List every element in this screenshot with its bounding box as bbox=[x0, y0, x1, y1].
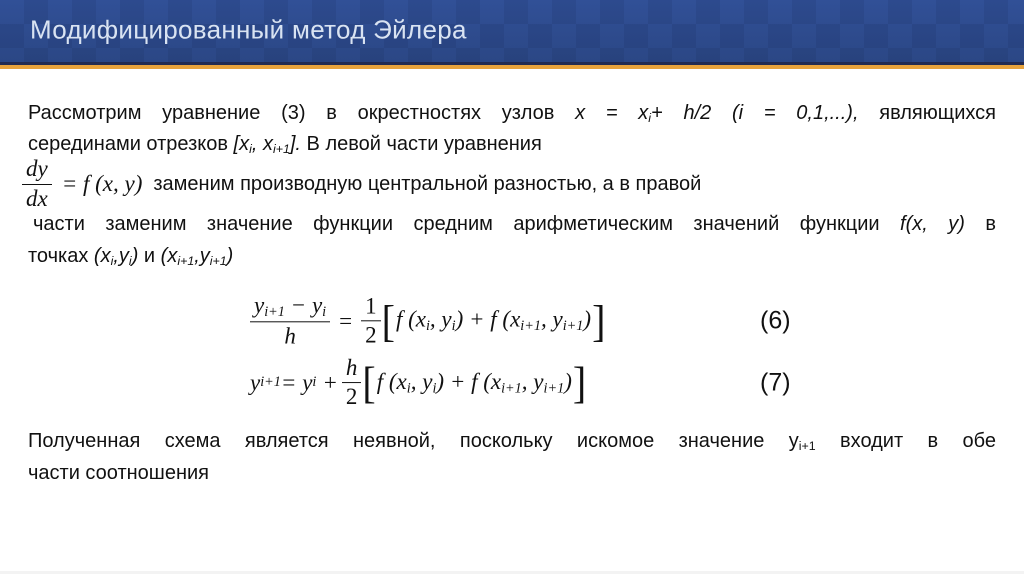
math-inline: + h/2 (i = 0,1,...), bbox=[651, 102, 859, 124]
subscript: i+1 bbox=[272, 142, 290, 157]
fraction bbox=[250, 292, 330, 349]
text-segment: В левой части уравнения bbox=[301, 133, 542, 155]
subscript: i bbox=[322, 303, 327, 320]
subscript: i bbox=[110, 254, 114, 269]
math-token: f (x bbox=[376, 368, 407, 394]
text-segment: заменим производную центральной разностью, а в правой bbox=[153, 172, 702, 195]
fraction-denominator: 2 bbox=[345, 384, 358, 410]
function-sum bbox=[377, 369, 572, 398]
subscript: i bbox=[425, 318, 430, 335]
fraction-numerator: dy bbox=[22, 156, 52, 184]
subscript: i+1 bbox=[209, 254, 227, 269]
fraction-denominator: h bbox=[284, 323, 296, 349]
fraction-numerator: 1 bbox=[361, 293, 381, 321]
subscript: i bbox=[406, 380, 411, 397]
math-token: , y bbox=[410, 368, 433, 394]
subscript: i+1 bbox=[260, 374, 281, 391]
text-segment: и bbox=[138, 245, 161, 267]
equation-number-7: (7) bbox=[760, 368, 791, 397]
slide-title: Модифицированный метод Эйлера bbox=[30, 14, 467, 45]
equation-6-row bbox=[0, 288, 1024, 354]
math-inline: f(x, y) bbox=[900, 213, 965, 235]
math-token: y bbox=[254, 292, 265, 318]
slide-header bbox=[0, 0, 1024, 62]
subscript: i+1 bbox=[798, 439, 816, 454]
subscript: i bbox=[312, 374, 317, 391]
math-inline: ,y bbox=[194, 245, 210, 267]
math-inline: ) bbox=[131, 245, 139, 267]
math-inline: (x bbox=[93, 245, 111, 267]
subscript: i+1 bbox=[177, 254, 195, 269]
paragraph-2-line-2 bbox=[28, 241, 996, 276]
math-token: f (x bbox=[395, 306, 426, 332]
right-bracket: ] bbox=[592, 295, 606, 346]
paragraph-3-line-2 bbox=[28, 458, 996, 488]
subscript: i+1 bbox=[562, 318, 584, 335]
math-token: y bbox=[250, 370, 261, 395]
math-token: ) + f (x bbox=[436, 368, 502, 394]
subscript: i bbox=[648, 111, 652, 126]
equation-6 bbox=[250, 292, 606, 349]
text-segment: части соотношения bbox=[28, 462, 210, 484]
text-segment: серединами отрезков bbox=[28, 133, 234, 155]
fraction-dy-dx bbox=[22, 156, 52, 212]
math-token: ) + f (x bbox=[455, 306, 521, 332]
paragraph-1-line-1 bbox=[28, 98, 996, 133]
math-token: , y bbox=[541, 306, 563, 332]
function-sum bbox=[396, 307, 591, 336]
text-segment: Рассмотрим уравнение (3) в окрестностях узлов bbox=[28, 102, 576, 124]
fraction-one-half bbox=[361, 293, 381, 349]
plus-sign: + bbox=[322, 370, 338, 395]
subscript: i+1 bbox=[543, 380, 565, 397]
subscript: i bbox=[249, 142, 252, 157]
math-inline: = f (x, y) bbox=[61, 171, 143, 196]
left-bracket: [ bbox=[362, 357, 376, 408]
math-token: ) bbox=[583, 306, 592, 332]
math-inline: [x bbox=[233, 133, 250, 155]
math-inline: ,y bbox=[113, 245, 129, 267]
text-segment: Полученная схема является неявной, поскольку искомое значение y bbox=[28, 430, 799, 452]
equation-7-row bbox=[0, 353, 1024, 413]
subscript: i+1 bbox=[264, 303, 285, 320]
right-bracket: ] bbox=[572, 357, 587, 408]
math-token: ) bbox=[564, 368, 572, 394]
math-token: = y bbox=[280, 370, 313, 395]
math-token: , y bbox=[429, 306, 452, 332]
subscript: i+1 bbox=[520, 318, 541, 335]
left-bracket: [ bbox=[381, 295, 395, 346]
equals-sign: = bbox=[339, 307, 353, 333]
text-segment: являющихся bbox=[858, 102, 996, 124]
equation-7 bbox=[250, 355, 587, 411]
math-inline: ]. bbox=[289, 133, 301, 155]
fraction-numerator bbox=[250, 292, 330, 322]
math-inline: , x bbox=[251, 133, 273, 155]
math-inline: (x bbox=[160, 245, 178, 267]
fraction-denominator: dx bbox=[26, 185, 48, 211]
text-segment: точках bbox=[28, 245, 94, 267]
paragraph-2-line-1 bbox=[28, 209, 996, 239]
paragraph-3-line-1 bbox=[28, 426, 996, 461]
fraction-h-2 bbox=[342, 355, 362, 411]
math-inline: x = x bbox=[575, 102, 649, 124]
math-inline: ) bbox=[226, 245, 234, 267]
subscript: i bbox=[432, 380, 437, 397]
subscript: i+1 bbox=[501, 380, 522, 397]
subscript: i bbox=[451, 318, 456, 335]
inline-derivative-formula bbox=[22, 152, 701, 216]
fraction-denominator: 2 bbox=[365, 322, 377, 348]
fraction-numerator: h bbox=[342, 355, 362, 383]
equation-number-6: (6) bbox=[760, 306, 791, 335]
header-orange-rule bbox=[0, 65, 1024, 69]
text-segment: входит в обе bbox=[815, 430, 997, 452]
math-token: , y bbox=[521, 368, 544, 394]
subscript: i bbox=[128, 254, 132, 269]
text-segment: в bbox=[964, 213, 997, 235]
math-token: − y bbox=[284, 292, 323, 318]
text-segment: части заменим значение функции средним арифметическим значений функции bbox=[33, 213, 901, 235]
